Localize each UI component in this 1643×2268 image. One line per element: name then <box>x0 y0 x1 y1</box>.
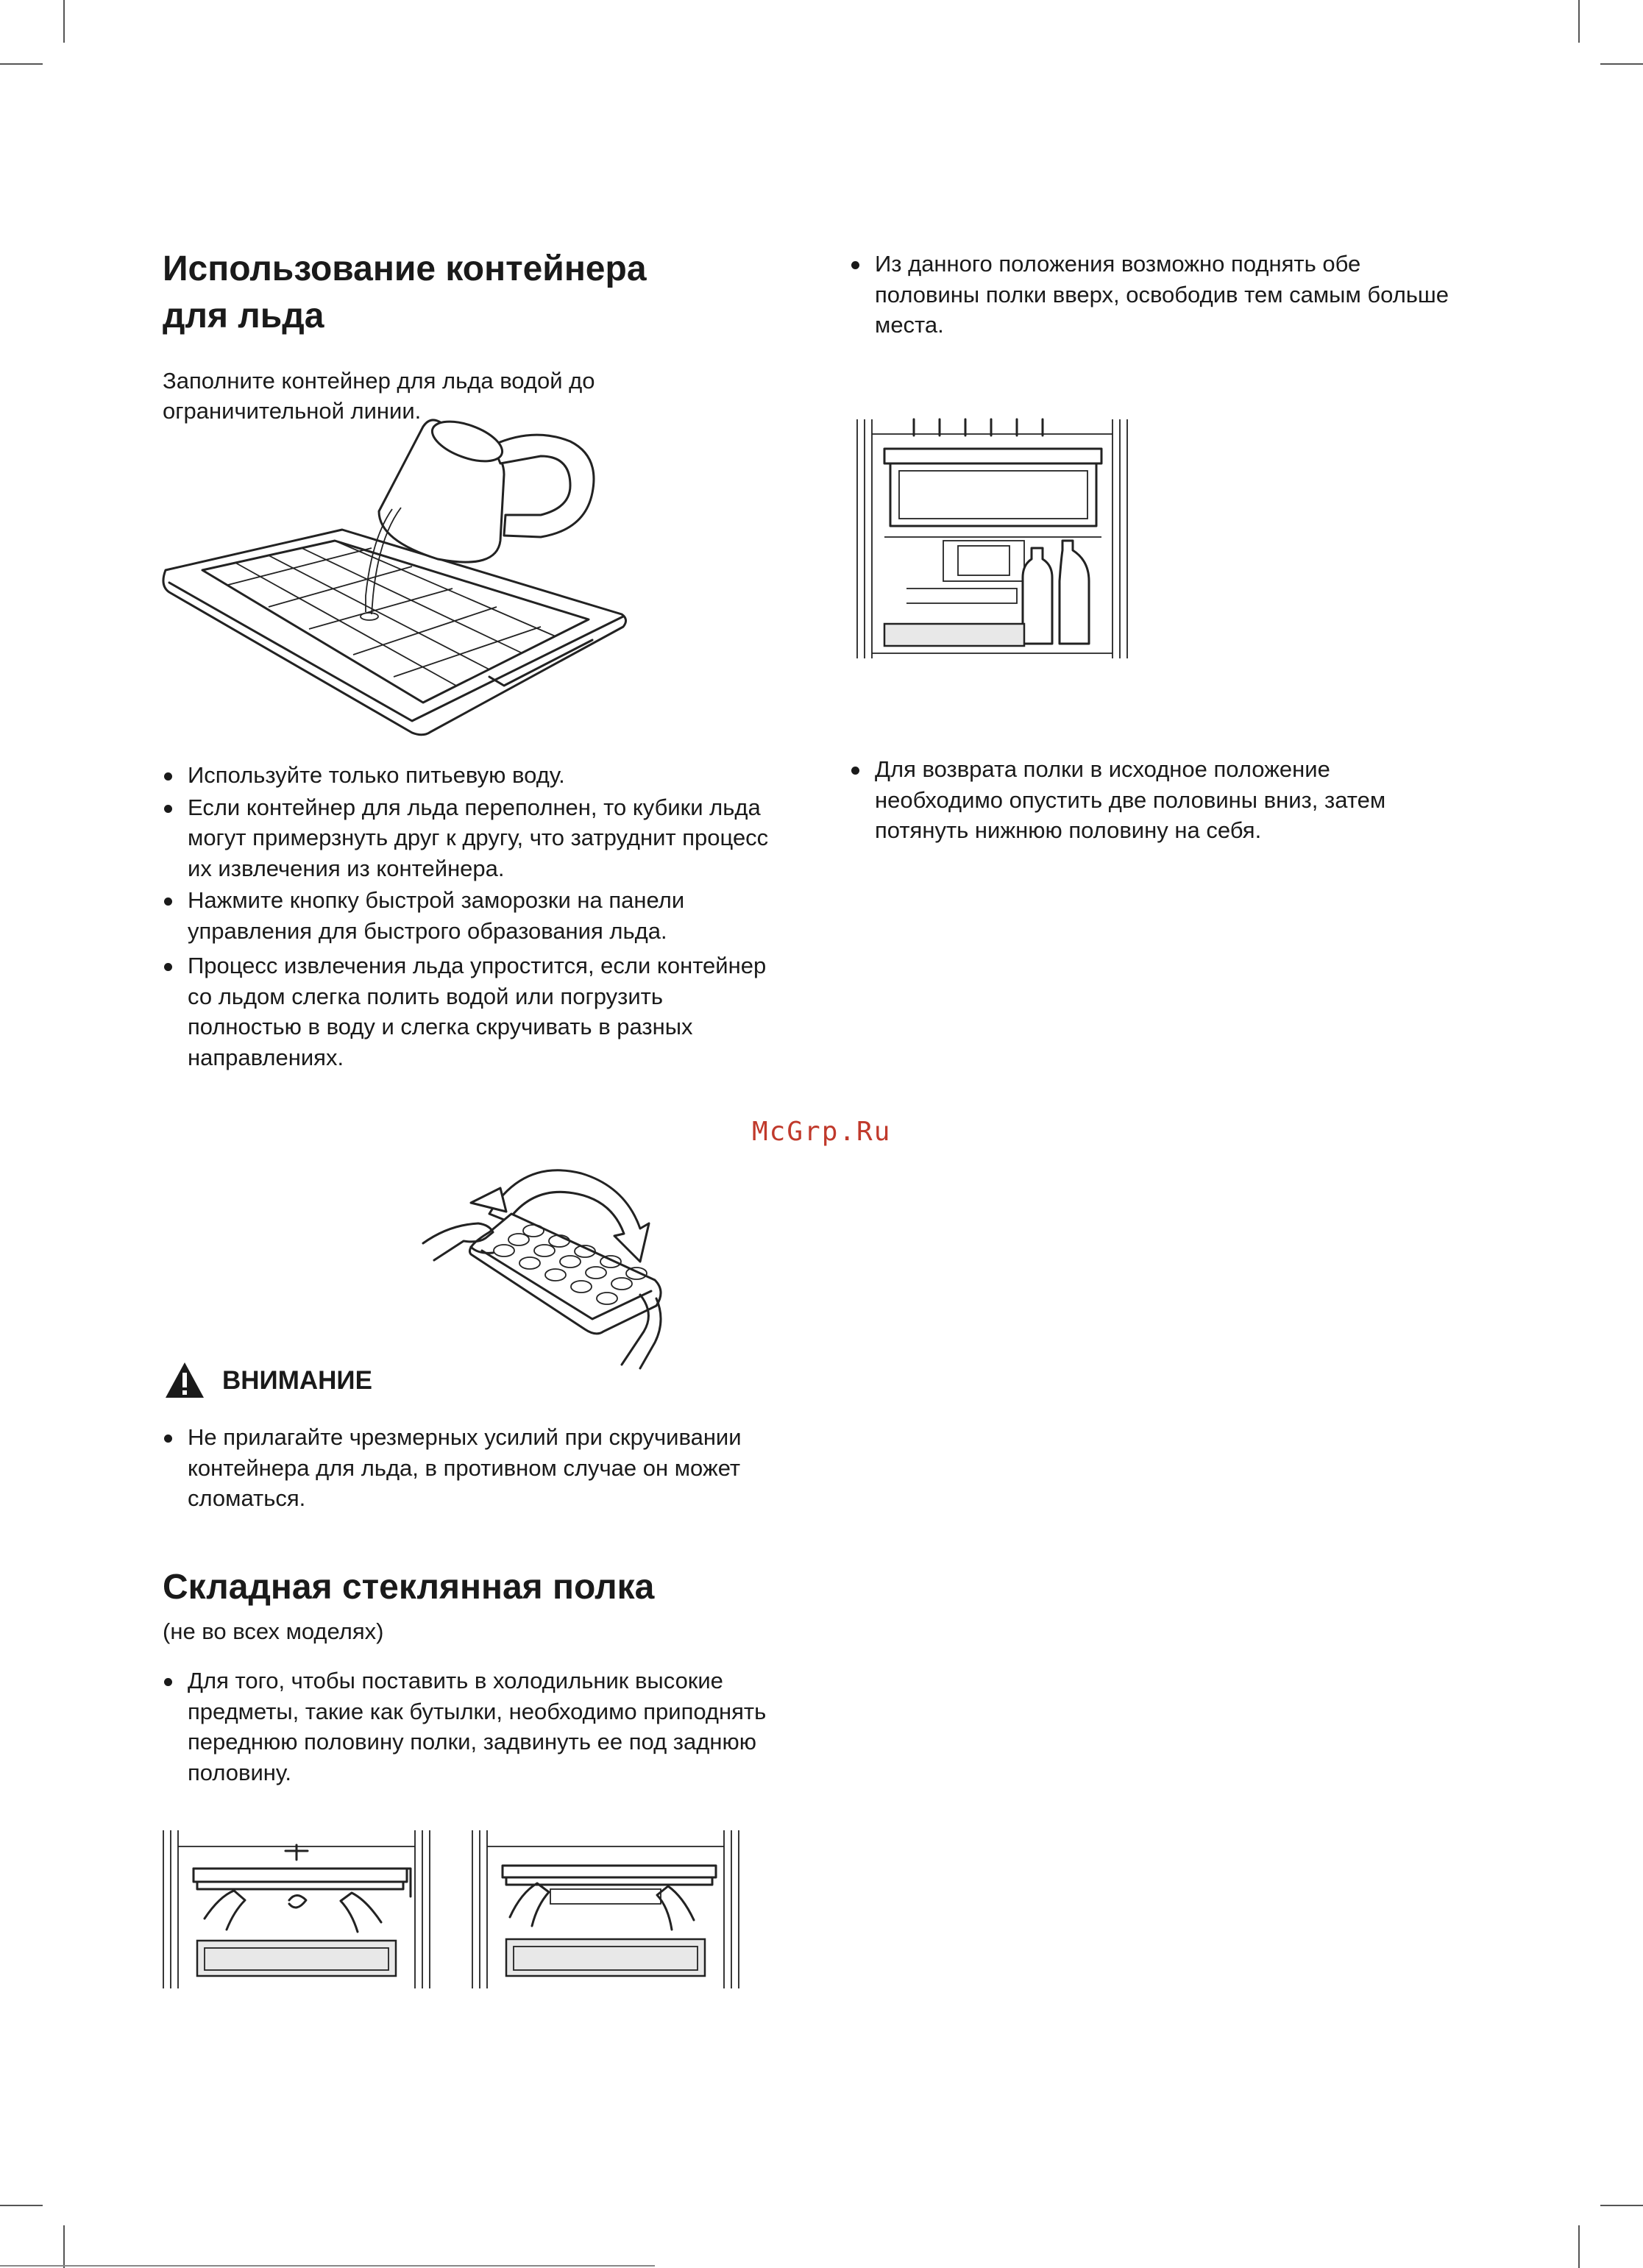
bullet-item: Используйте только питьевую воду. <box>163 760 773 791</box>
bottom-rule <box>0 2265 655 2267</box>
bullet-item: Нажмите кнопку быстрой заморозки на панели управления для быстрого образования льда. <box>163 885 773 946</box>
section2-bullets <box>163 1666 788 1789</box>
warning-title: ВНИМАНИЕ <box>222 1366 372 1395</box>
crop-mark <box>63 0 65 43</box>
section1-title-line1: Использование контейнера <box>163 249 647 288</box>
section1-bullets <box>163 760 773 1074</box>
ice-tray-twisting-illustration <box>419 1144 670 1368</box>
bullet-item: Для того, чтобы поставить в холодильник высокие предметы, такие как бутылки, необходимо приподнять переднюю половину полки, задвинуть ее под заднюю половину. <box>163 1666 788 1788</box>
warning-triangle-icon <box>164 1361 205 1399</box>
watermark: McGrp.Ru <box>752 1117 892 1147</box>
crop-mark <box>63 2225 65 2268</box>
section2-heading <box>163 1564 788 1611</box>
warning-bullets <box>163 1422 773 1515</box>
right-bullets-bottom <box>850 754 1461 847</box>
bullet-item: Если контейнер для льда переполнен, то кубики льда могут примерзнуть друг к другу, что затруднит процесс их извлечения из контейнера. <box>163 792 773 884</box>
crop-mark <box>0 63 43 65</box>
crop-mark <box>1578 0 1580 43</box>
bullet-item: Процесс извлечения льда упростится, если контейнер со льдом слегка полить водой или погрузить полностью в воду и слегка скручивать в разных направлениях. <box>163 950 773 1073</box>
shelf-lift-illustration-1 <box>160 1830 433 1988</box>
bullet-item: Не прилагайте чрезмерных усилий при скручивании контейнера для льда, в противном случае он может сломаться. <box>163 1422 773 1514</box>
ice-tray-filling-illustration <box>158 412 629 758</box>
shelf-folded-bottles-illustration <box>855 419 1131 658</box>
crop-mark <box>1578 2225 1580 2268</box>
bullet-item: Из данного положения возможно поднять обе половины полки вверх, освободив тем самым больше места. <box>850 249 1461 341</box>
shelf-lift-illustration-2 <box>469 1830 742 1988</box>
right-bullets-top <box>850 249 1461 342</box>
crop-mark <box>0 2205 43 2206</box>
section2-title: Складная стеклянная полка <box>163 1568 655 1607</box>
bullet-item: Для возврата полки в исходное положение необходимо опустить две половины вниз, затем потянуть нижнюю половину на себя. <box>850 754 1461 846</box>
intro-line2: ограничительной линии. <box>163 398 422 424</box>
intro-line1: Заполните контейнер для льда водой до <box>163 368 595 394</box>
section2-subtitle: (не во всех моделях) <box>163 1618 384 1644</box>
section1-heading <box>163 246 766 340</box>
crop-mark <box>1600 63 1643 65</box>
section1-title-line2: для льда <box>163 296 324 335</box>
crop-mark <box>1600 2205 1643 2206</box>
